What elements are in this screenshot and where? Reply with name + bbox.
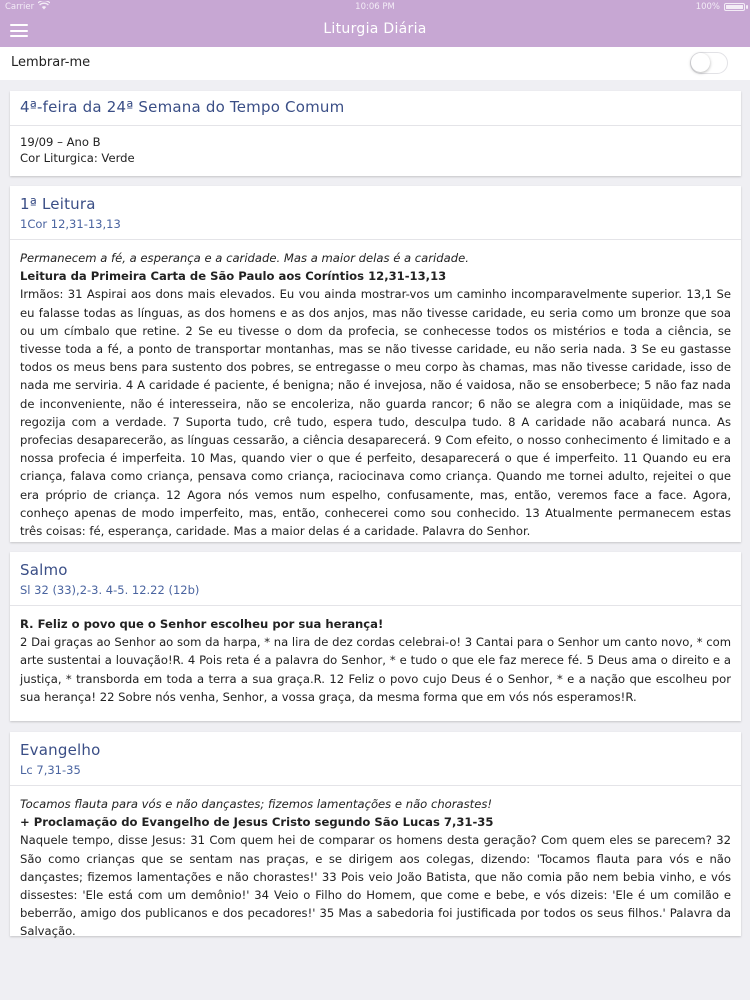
first-reading-reference: 1Cor 12,31-13,13 [20,217,121,231]
remember-toggle[interactable] [690,52,728,74]
remember-label: Lembrar-me [11,55,91,70]
first-reading-text: Irmãos: 31 Aspirai aos dons mais elevados. Eu vou ainda mostrar-vos um caminho incomparavelmente superior. 13,1 Se eu falasse todas as línguas, as dos homens e as dos anjos, mas não tivesse caridade, eu seria como um bronze que soa ou um címbalo que retine. 2 Se eu tivesse o dom da profecia, se conhecesse todos os mistérios e toda a ciência, se tivesse toda a fé, a ponto de transportar montanhas, mas se não tivesse caridade, eu não seria nada. 3 Se eu gastasse todos os meus bens para sustento dos pobres, se entregasse o meu corpo às chamas, mas não tivesse caridade, isso de nada me serviria. 4 A caridade é paciente, é benigna; não é invejosa, não é vaidosa, não se ensoberbece; 5 não faz nada de inconveniente, não é interesseira, não se encoleriza, não guarda rancor; 6 não se alegra com a iniqüidade, mas se regozija com a verdade. 7 Suporta tudo, crê tudo, espera tudo, desculpa tudo. 8 A caridade não acabará nunca. As profecias desaparecerão, as línguas cessarão, a ciência desaparecerá. 9 Com efeito, o nosso conhecimento é limitado e a nossa profecia é imperfeita. 10 Mas, quando vier o que é perfeito, desaparecerá o que é imperfeito. 11 Quando eu era criança, falava como criança, pensava como criança, raciocinava como criança. Quando me tornei adulto, rejeitei o que era próprio de criança. 12 Agora nós vemos num espelho, confusamente, mas, então, veremos face a face. Agora, conheço apenas de modo imperfeito, mas, então, conhecerei como sou conhecido. 13 Atualmente permanecem estas três coisas: fé, esperança, caridade. Mas a maior delas é a caridade. Palavra do Senhor. [20,287,731,539]
gospel-reference: Lc 7,31-35 [20,763,81,777]
gospel-title: Evangelho [20,741,101,759]
gospel-intro: Tocamos flauta para vós e não dançastes; fizemos lamentações e não chorastes! [20,797,493,811]
first-reading-intro: Permanecem a fé, a esperança e a caridade. Mas a maior delas é a caridade. [20,251,469,265]
battery-icon [724,3,745,11]
remember-row [0,47,750,80]
day-card-header [10,91,741,126]
toggle-knob [691,53,710,72]
status-bar [0,0,750,14]
psalm-reference: Sl 32 (33),2-3. 4-5. 12.22 (12b) [20,583,200,597]
page-title: Liturgia Diária [323,21,427,37]
day-title: 4ª-feira da 24ª Semana do Tempo Comum [20,98,345,116]
day-date: 19/09 – Ano B [20,135,101,149]
first-reading-body [10,240,741,548]
psalm-body [10,606,741,714]
psalm-text: 2 Dai graças ao Senhor ao som da harpa, * na lira de dez cordas celebrai-o! 3 Cantai para o Senhor um canto novo, * com arte sustentai a louvação!R. 4 Pois reta é a palavra do Senhor, * e tudo o que ele faz merece fé. 5 Deus ama o direito e a justiça, * transborda em toda a terra a sua graça.R. 12 Feliz o povo cujo Deus é o Senhor, * e a nação que escolheu por sua herança! 22 Sobre nós venha, Senhor, a vossa graça, da mesma forma que em vós nós esperamos!R. [20,635,731,704]
gospel-body [10,786,741,949]
battery-tip [746,5,748,9]
top-bar [0,0,750,47]
psalm-title: Salmo [20,561,68,579]
first-reading-header [10,186,741,240]
first-reading-heading: Leitura da Primeira Carta de São Paulo aos Coríntios 12,31-13,13 [20,269,447,284]
liturgical-color: Cor Liturgica: Verde [20,151,135,165]
psalm-header [10,552,741,606]
gospel-header [10,732,741,786]
gospel-text: Naquele tempo, disse Jesus: 31 Com quem hei de comparar os homens desta geração? Com quem eles se parecem? 32 São como crianças que se sentam nas praças, e se dirigem aos colegas, dizendo: 'Tocamos flauta para vós e não dançastes; fizemos lamentações e não chorastes!' 33 Pois veio João Batista, que não comia pão nem bebia vinho, e vós dissestes: 'Ele está com um demônio!' 34 Veio o Filho do Homem, que come e bebe, e vós dizeis: 'Ele é um comilão e beberrão, amigo dos publicanos e dos pecadores!' 35 Mas a sabedoria foi justificada por todos os seus filhos.' Palavra da Salvação. [20,833,731,939]
first-reading-title: 1ª Leitura [20,195,96,213]
gospel-card [10,732,741,939]
carrier-label: Carrier [5,2,35,12]
psalm-response: R. Feliz o povo que o Senhor escolheu por sua herança! [20,617,384,631]
first-reading-card [10,186,741,542]
day-info [10,126,741,174]
battery-percent: 100% [695,2,720,12]
psalm-card [10,552,741,721]
status-time: 10:06 PM [355,2,395,12]
gospel-heading: + Proclamação do Evangelho de Jesus Cristo segundo São Lucas 7,31-35 [20,815,494,830]
day-card [10,91,741,176]
